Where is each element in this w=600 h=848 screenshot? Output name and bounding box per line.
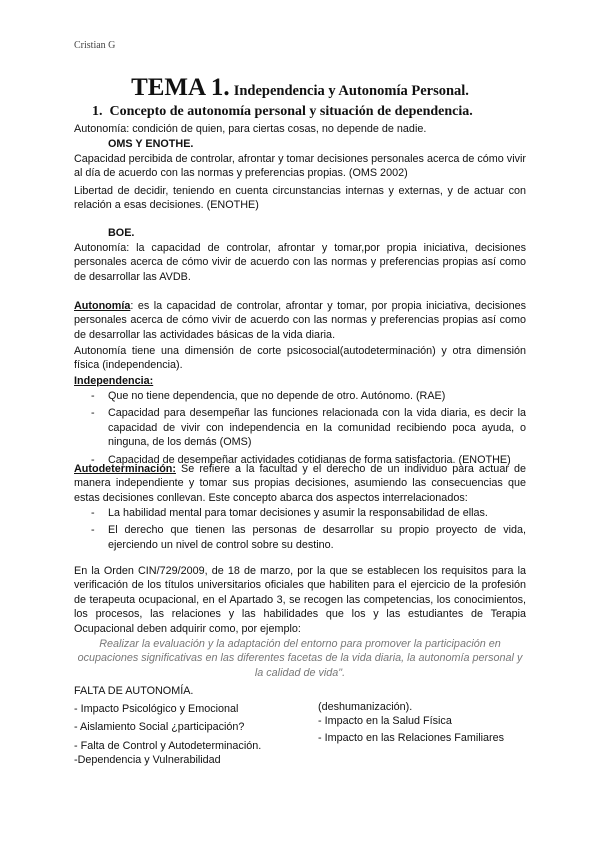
autonomia-dimension: Autonomía tiene una dimensión de corte psicosocial(autodeterminación) y otra dimensión física (independencia).: [74, 345, 526, 372]
autonomia-text: : es la capacidad de controlar, afrontar y tomar, por propia iniciativa, decisiones personales acerca de cómo vivir de acuerdo con las normas y preferencias propias así como de desarrollar las actividades básicas de la vida diaria.: [74, 300, 526, 341]
title-tema: TEMA 1.: [131, 74, 230, 101]
list-item: - La habilidad mental para tomar decisiones y asumir la responsabilidad de ellas.: [74, 506, 526, 520]
title-rest: Independencia y Autonomía Personal.: [233, 83, 469, 99]
list-item: - Falta de Control y Autodeterminación.: [74, 739, 262, 752]
list-item: - Capacidad para desempeñar las funciones relacionada con la vida diaria, es decir la capacidad de vivir con independencia en la comunidad recibiendo poca ayuda, o ninguna, de los demás (OMS): [74, 406, 526, 449]
boe-paragraph: Autonomía: la capacidad de controlar, afrontar y tomar,por propia iniciativa, decisiones personales acerca de cómo vivir de acuerdo con las normas y preferencias propias así como de desarrollar las AVDB.: [74, 242, 526, 283]
list-item: (deshumanización).: [318, 701, 413, 713]
falta-heading: FALTA DE AUTONOMÍA.: [74, 685, 194, 697]
list-item: - Impacto Psicológico y Emocional: [74, 703, 239, 715]
list-item: - El derecho que tienen las personas de desarrollar su propio proyecto de vida, ejerciendo un nivel de control sobre su destino.: [74, 523, 526, 552]
list-item: - Aislamiento Social ¿participación?: [74, 721, 245, 734]
orden-paragraph: En la Orden CIN/729/2009, de 18 de marzo, por la que se establecen los requisitos para la verificación de los títulos universitarios oficiales que habiliten para el ejercicio de la profesión de terapeuta ocupacional, en el Apartado 3, se recogen las competencias, los conocimientos, los procesos, las relaciones y las habilidades que los y las estudiantes de Terapia Ocupacional deben adquirir como, por ejemplo:: [74, 565, 526, 635]
autonomia-label: Autonomía: [74, 300, 131, 312]
list-item: - Impacto en la Salud Física: [318, 715, 452, 728]
list-item: - Impacto en las Relaciones Familiares: [318, 731, 505, 744]
document-title: [0, 74, 600, 102]
autonomia-paragraph: [74, 299, 526, 342]
autonomia-definition: Autonomía: condición de quien, para ciertas cosas, no depende de nadie.: [74, 123, 427, 135]
section-heading-1: 1. Concepto de autonomía personal y situación de dependencia.: [92, 104, 473, 119]
orden-quote: Realizar la evaluación y la adaptación del entorno para promover la participación en ocupaciones significativas en las diferentes facetas de la vida diaria, la autonomía personal y la calidad de vida".: [77, 638, 523, 679]
oms-paragraph-1: Capacidad percibida de controlar, afrontar y tomar decisiones personales acerca de cómo vivir al día de acuerdo con las normas y preferencias propias. (OMS 2002): [74, 153, 526, 180]
falta-right-column: [318, 700, 526, 745]
list-item: -Dependencia y Vulnerabilidad: [74, 754, 221, 767]
independencia-list: [74, 389, 526, 467]
list-item: - Que no tiene dependencia, que no depende de otro. Autónomo. (RAE): [74, 389, 526, 403]
oms-heading: OMS Y ENOTHE.: [108, 138, 194, 150]
autodeterminacion-text: Se refiere a la facultad y el derecho de un individuo para actuar de manera independiente y tomar sus propias decisiones, asumiendo las consecuencias que estas decisiones conllevan. Este concepto abarca dos aspectos interrelacionados:: [74, 463, 526, 504]
autodeterminacion-label: Autodeterminación:: [74, 463, 176, 475]
autodeterminacion-paragraph: [74, 462, 526, 505]
autodeterminacion-list: [74, 506, 526, 552]
independencia-label: Independencia:: [74, 375, 154, 387]
boe-heading: BOE.: [108, 227, 135, 239]
oms-paragraph-2: Libertad de decidir, teniendo en cuenta circunstancias internas y externas, y de actuar con relación a esas decisiones. (ENOTHE): [74, 185, 526, 212]
list-item: - Capacidad de desempeñar actividades cotidianas de forma satisfactoria. (ENOTHE): [74, 453, 526, 467]
falta-left-column: [74, 702, 294, 768]
author-name: Cristian G: [74, 40, 116, 51]
